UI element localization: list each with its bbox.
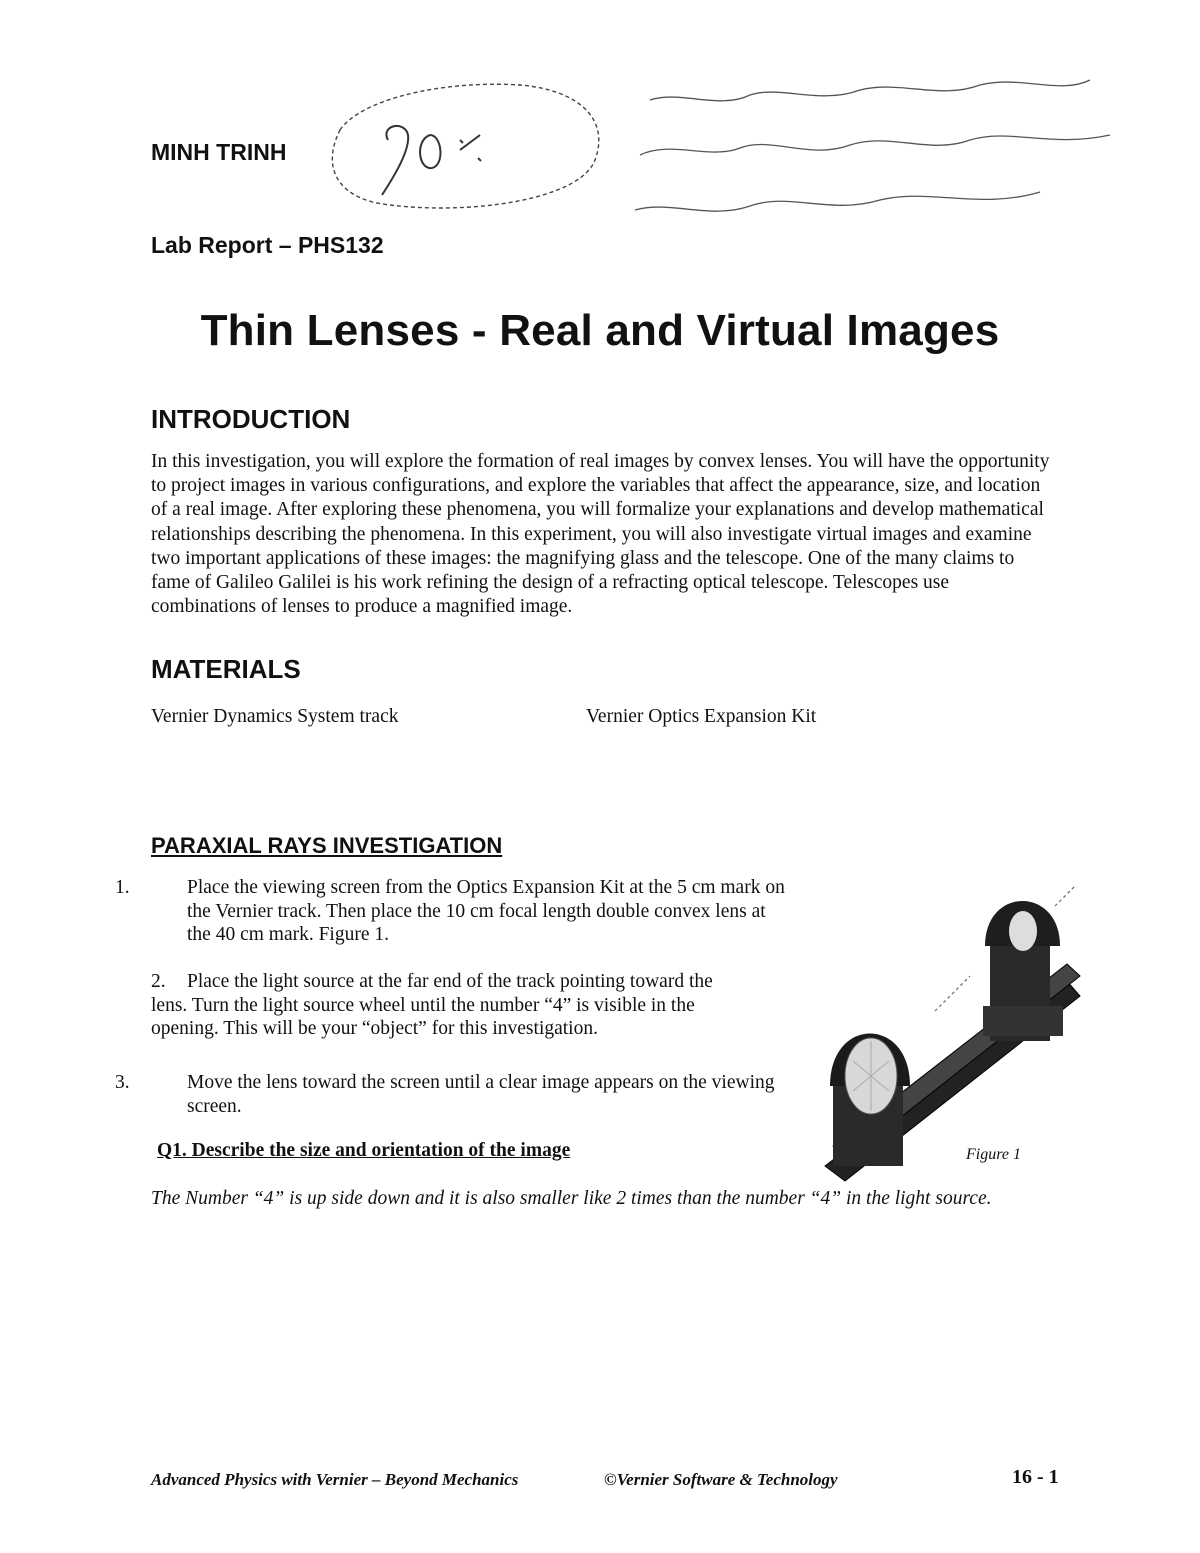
- materials-heading: MATERIALS: [151, 654, 301, 684]
- footer-copyright: ©Vernier Software & Technology: [604, 1470, 838, 1489]
- page-title: Thin Lenses - Real and Virtual Images: [200, 306, 1000, 355]
- answer-q1: The Number “4” is up side down and it is also smaller like 2 times than the number “4” in the light source.: [151, 1188, 992, 1209]
- step-text: Place the light source at the far end of the track pointing toward the lens. Turn the light source wheel until the number “4” is visible in the opening. This will be your “object” for this investigation.: [151, 971, 713, 1039]
- step-3: [115, 1071, 791, 1118]
- step-number: 3.: [115, 1072, 130, 1093]
- question-q1: Q1. Describe the size and orientation of the image: [157, 1140, 571, 1161]
- step-text: Move the lens toward the screen until a clear image appears on the viewing screen.: [187, 1072, 775, 1117]
- footer-book: Advanced Physics with Vernier – Beyond Mechanics: [151, 1470, 519, 1489]
- step-number: 1.: [115, 877, 130, 898]
- step-text: Place the viewing screen from the Optics Expansion Kit at the 5 cm mark on the Vernier track. Then place the 10 cm focal length double convex lens at the 40 cm mark. Figure 1.: [187, 877, 785, 945]
- introduction-text: In this investigation, you will explore the formation of real images by convex lenses. You will have the opportunity to project images in various configurations, and explore the variables that affect the appearance, size, and location of a real image. After exploring these phenomena, you will formalize your explanations and develop mathematical relationships describing the phenomena. In this experiment, you will also investigate virtual images and examine two important applications of these images: the magnifying glass and the telescope. One of the many claims to fame of Galileo Galilei is his work refining the design of a refracting optical telescope. Telescopes use combinations of lenses to produce a magnified image.: [151, 451, 1050, 618]
- page-number: 16 - 1: [1012, 1466, 1059, 1488]
- materials-item: Vernier Dynamics System track: [151, 706, 399, 727]
- introduction-heading: INTRODUCTION: [151, 404, 351, 434]
- report-label: Lab Report – PHS132: [151, 232, 384, 258]
- step-number: 2.: [151, 971, 166, 992]
- step-2: [151, 970, 751, 1041]
- paraxial-heading: PARAXIAL RAYS INVESTIGATION: [151, 833, 503, 858]
- figure-caption: Figure 1: [966, 1146, 1021, 1163]
- handwritten-annotation: [320, 40, 1140, 240]
- student-name: MINH TRINH: [151, 139, 287, 165]
- step-1: [115, 876, 791, 947]
- optics-track-figure: [805, 876, 1095, 1186]
- materials-item: Vernier Optics Expansion Kit: [586, 706, 817, 727]
